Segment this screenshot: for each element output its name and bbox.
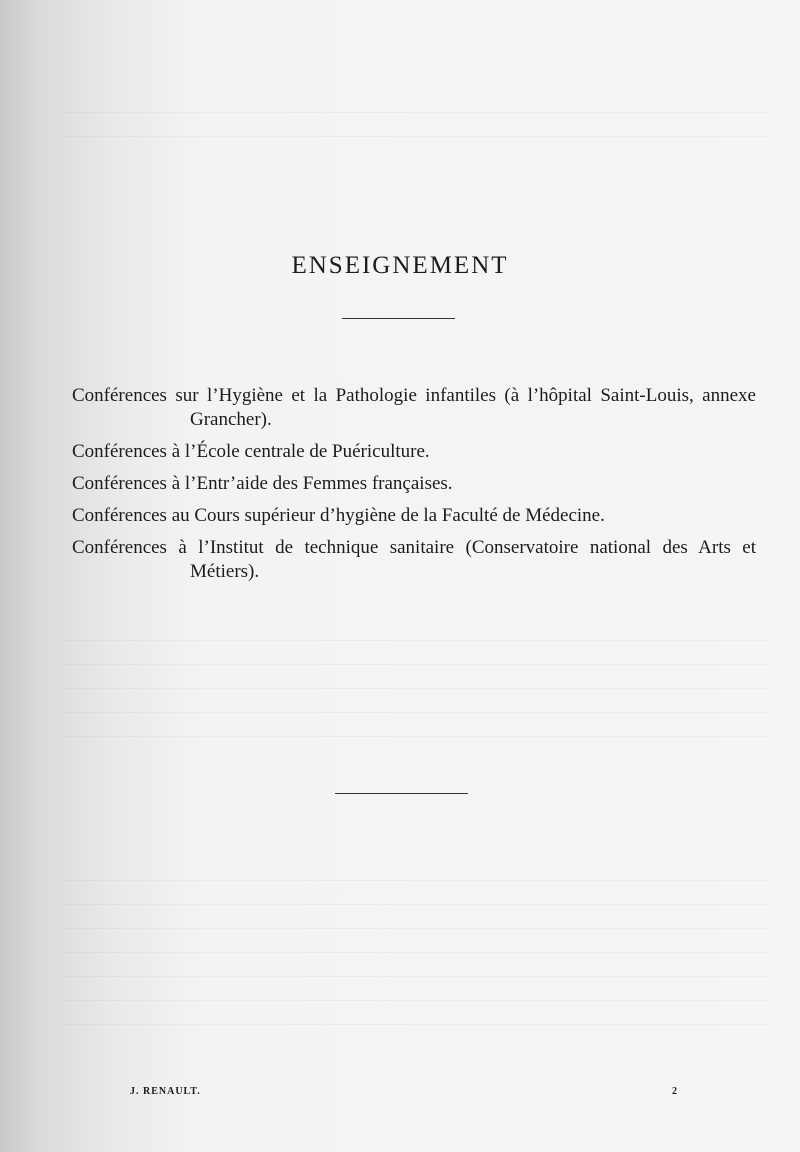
show-through-line — [60, 664, 770, 665]
show-through-line — [60, 1000, 770, 1001]
lecture-list — [72, 384, 756, 592]
printer-signature: J. RENAULT. — [130, 1086, 201, 1097]
show-through-line — [60, 712, 770, 713]
show-through-line — [60, 952, 770, 953]
show-through-line — [60, 880, 770, 881]
show-through-line — [60, 1024, 770, 1025]
list-item: Conférences à l’Entr’aide des Femmes françaises. — [72, 473, 453, 494]
show-through-line — [60, 928, 770, 929]
show-through-line — [60, 112, 770, 113]
section-title: ENSEIGNEMENT — [291, 252, 509, 279]
show-through-line — [60, 136, 770, 137]
title-divider — [342, 318, 455, 319]
show-through-line — [60, 688, 770, 689]
show-through-line — [60, 640, 770, 641]
list-item: Conférences à l’Institut de technique sanitaire (Conservatoire national des Arts et Métiers). — [72, 537, 756, 582]
page-number: 2 — [672, 1086, 678, 1097]
list-item: Conférences à l’École centrale de Puériculture. — [72, 441, 430, 462]
list-item: Conférences au Cours supérieur d’hygiène de la Faculté de Médecine. — [72, 505, 605, 526]
show-through-line — [60, 904, 770, 905]
show-through-line — [60, 976, 770, 977]
show-through-line — [60, 736, 770, 737]
section-end-divider — [335, 793, 468, 794]
list-item: Conférences sur l’Hygiène et la Pathologie infantiles (à l’hôpital Saint-Louis, annexe Grancher). — [72, 385, 756, 430]
